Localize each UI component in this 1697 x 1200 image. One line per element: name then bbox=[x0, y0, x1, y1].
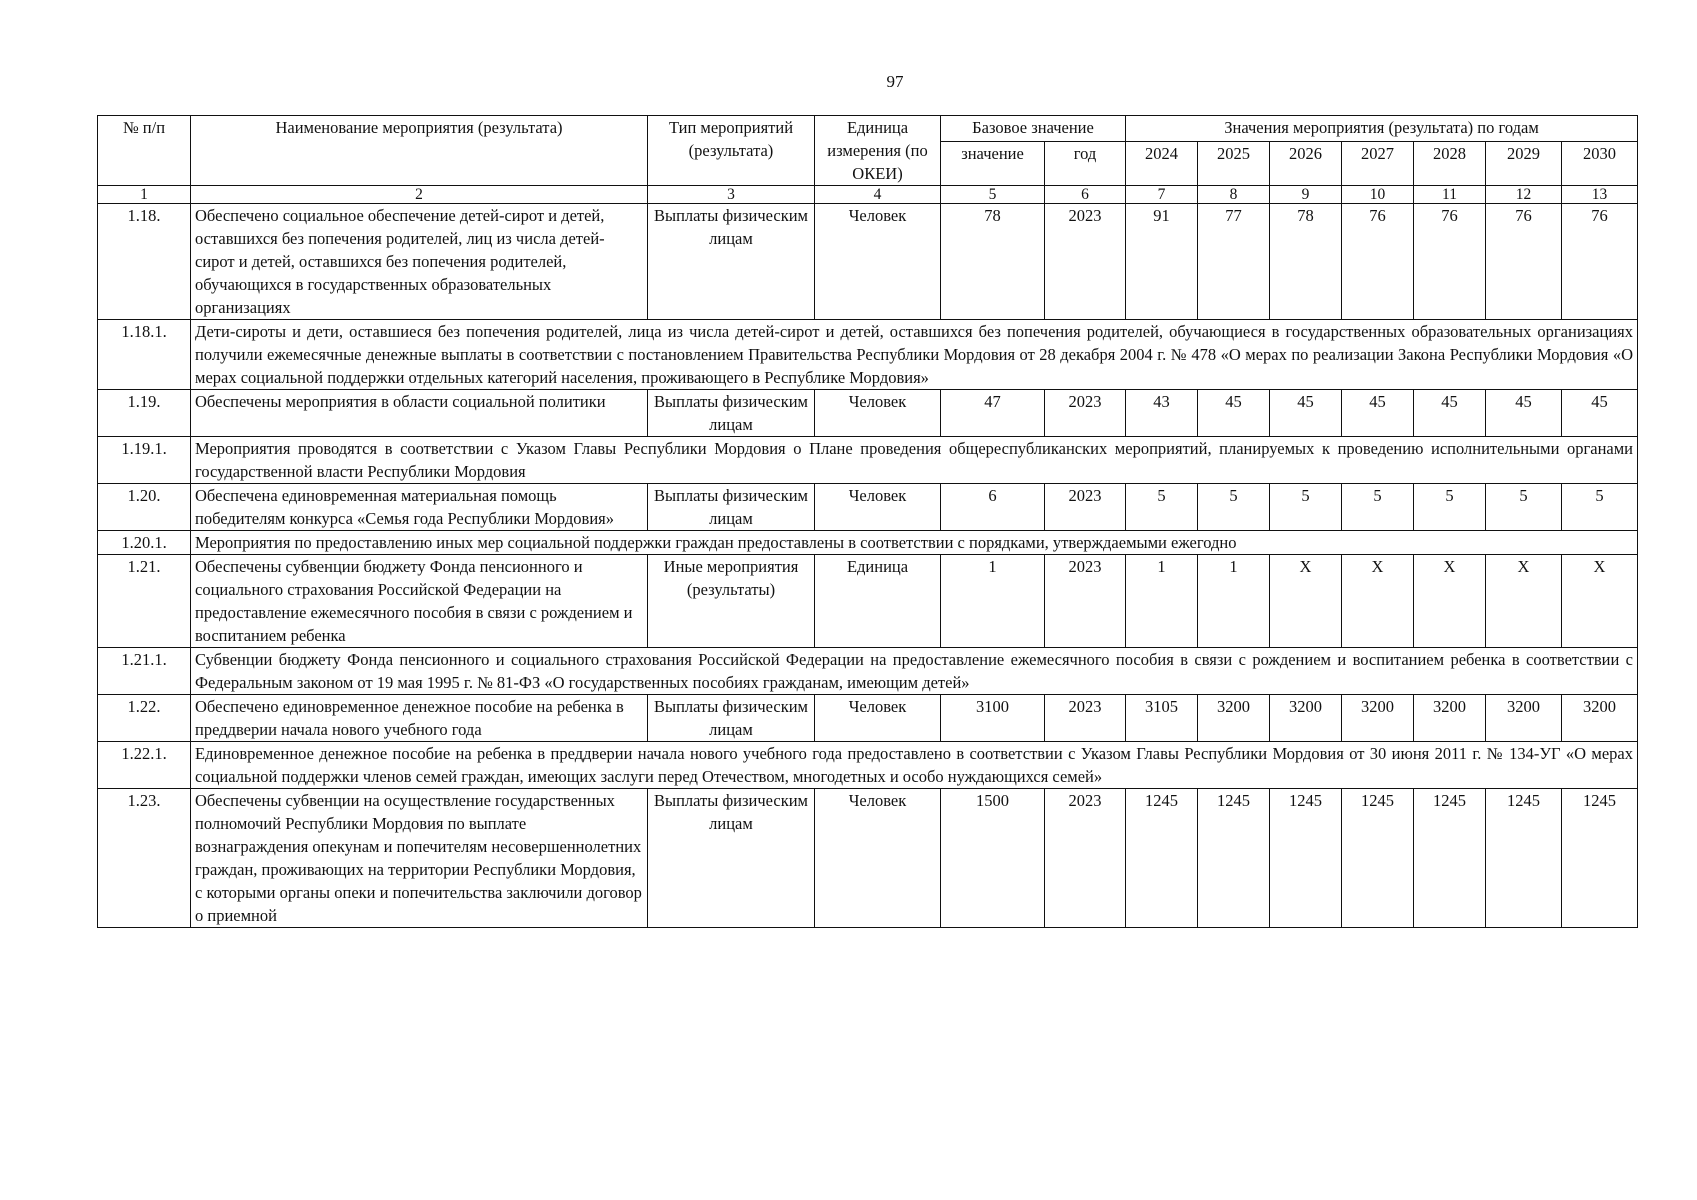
row-base-year: 2023 bbox=[1045, 484, 1126, 531]
row-year-value: 3200 bbox=[1414, 695, 1486, 742]
row-year-value: 76 bbox=[1342, 204, 1414, 320]
row-type: Выплаты физическим лицам bbox=[648, 789, 815, 928]
row-num: 1.18. bbox=[98, 204, 191, 320]
row-num: 1.19. bbox=[98, 390, 191, 437]
row-name: Обеспечено единовременное денежное пособие на ребенка в преддверии начала нового учебного года bbox=[191, 695, 648, 742]
row-year-value: 45 bbox=[1270, 390, 1342, 437]
page-number: 97 bbox=[886, 72, 904, 91]
row-year-value: Х bbox=[1270, 555, 1342, 648]
row-year-value: 5 bbox=[1562, 484, 1638, 531]
row-base-value: 6 bbox=[941, 484, 1045, 531]
row-unit: Человек bbox=[815, 204, 941, 320]
header-name: Наименование мероприятия (результата) bbox=[191, 116, 648, 186]
row-year-value: 1245 bbox=[1342, 789, 1414, 928]
row-base-value: 47 bbox=[941, 390, 1045, 437]
column-index: 2 bbox=[191, 186, 648, 204]
column-index: 10 bbox=[1342, 186, 1414, 204]
column-index: 4 bbox=[815, 186, 941, 204]
row-year-value: 3200 bbox=[1486, 695, 1562, 742]
row-year-value: 45 bbox=[1486, 390, 1562, 437]
row-type: Выплаты физическим лицам bbox=[648, 695, 815, 742]
column-index: 11 bbox=[1414, 186, 1486, 204]
header-type: Тип мероприятий (результата) bbox=[648, 116, 815, 186]
column-index: 6 bbox=[1045, 186, 1126, 204]
row-note: Субвенции бюджету Фонда пенсионного и социального страхования Российской Федерации на предоставление ежемесячного пособия в связи с рождением и воспитанием ребенка в соответствии с Федеральным законом от 19 мая 1995 г. № 81-ФЗ «О государственных пособиях гражданам, имеющим детей» bbox=[191, 648, 1638, 695]
row-num: 1.22. bbox=[98, 695, 191, 742]
header-year: 2025 bbox=[1198, 141, 1270, 185]
row-year-value: 1245 bbox=[1270, 789, 1342, 928]
row-note: Мероприятия проводятся в соответствии с Указом Главы Республики Мордовия о Плане проведения общереспубликанских мероприятий, планируемых к проведению исполнительными органами государственной власти Республики Мордовия bbox=[191, 437, 1638, 484]
row-year-value: Х bbox=[1342, 555, 1414, 648]
row-year-value: 5 bbox=[1414, 484, 1486, 531]
row-num: 1.21. bbox=[98, 555, 191, 648]
header-year: 2029 bbox=[1486, 141, 1562, 185]
header-base-year: год bbox=[1045, 141, 1126, 185]
row-num: 1.22.1. bbox=[98, 742, 191, 789]
row-year-value: 5 bbox=[1126, 484, 1198, 531]
row-year-value: 5 bbox=[1342, 484, 1414, 531]
row-name: Обеспечены субвенции бюджету Фонда пенсионного и социального страхования Российской Федерации на предоставление ежемесячного пособия в связи с рождением и воспитанием ребенка bbox=[191, 555, 648, 648]
row-year-value: 3200 bbox=[1270, 695, 1342, 742]
row-unit: Человек bbox=[815, 695, 941, 742]
row-num: 1.21.1. bbox=[98, 648, 191, 695]
row-year-value: Х bbox=[1562, 555, 1638, 648]
results-table bbox=[97, 115, 1638, 928]
row-year-value: 91 bbox=[1126, 204, 1198, 320]
row-base-value: 1500 bbox=[941, 789, 1045, 928]
row-year-value: 5 bbox=[1486, 484, 1562, 531]
row-year-value: 3200 bbox=[1342, 695, 1414, 742]
row-base-year: 2023 bbox=[1045, 390, 1126, 437]
row-year-value: 5 bbox=[1270, 484, 1342, 531]
row-unit: Человек bbox=[815, 789, 941, 928]
row-base-value: 1 bbox=[941, 555, 1045, 648]
row-year-value: 1 bbox=[1126, 555, 1198, 648]
row-year-value: 77 bbox=[1198, 204, 1270, 320]
table-note-row bbox=[98, 742, 1638, 789]
row-base-value: 78 bbox=[941, 204, 1045, 320]
row-year-value: 76 bbox=[1486, 204, 1562, 320]
column-index: 9 bbox=[1270, 186, 1342, 204]
row-type: Иные мероприятия (результаты) bbox=[648, 555, 815, 648]
row-type: Выплаты физическим лицам bbox=[648, 390, 815, 437]
table-row bbox=[98, 204, 1638, 320]
row-note: Единовременное денежное пособие на ребенка в преддверии начала нового учебного года предоставлено в соответствии с Указом Главы Республики Мордовия от 30 июня 2011 г. № 134-УГ «О мерах социальной поддержки членов семей граждан, имеющих заслуги перед Отечеством, многодетных и особо нуждающихся семей» bbox=[191, 742, 1638, 789]
row-name: Обеспечены мероприятия в области социальной политики bbox=[191, 390, 648, 437]
row-year-value: 45 bbox=[1198, 390, 1270, 437]
header-base: Базовое значение bbox=[941, 116, 1126, 142]
row-year-value: 45 bbox=[1342, 390, 1414, 437]
column-index: 5 bbox=[941, 186, 1045, 204]
row-note: Дети-сироты и дети, оставшиеся без попечения родителей, лица из числа детей-сирот и детей, оставшихся без попечения родителей, обучающиеся в государственных образовательных организациях получили ежемесячные денежные выплаты в соответствии с постановлением Правительства Республики Мордовия от 28 декабря 2004 г. № 478 «О мерах по реализации Закона Республики Мордовия «О мерах социальной поддержки отдельных категорий населения, проживающего в Республике Мордовия» bbox=[191, 320, 1638, 390]
row-name: Обеспечена единовременная материальная помощь победителям конкурса «Семья года Республики Мордовия» bbox=[191, 484, 648, 531]
header-year: 2030 bbox=[1562, 141, 1638, 185]
row-num: 1.20.1. bbox=[98, 531, 191, 555]
header-year: 2024 bbox=[1126, 141, 1198, 185]
header-years-title: Значения мероприятия (результата) по годам bbox=[1126, 116, 1638, 142]
row-note: Мероприятия по предоставлению иных мер социальной поддержки граждан предоставлены в соответствии с порядками, утверждаемыми ежегодно bbox=[191, 531, 1638, 555]
header-year: 2028 bbox=[1414, 141, 1486, 185]
row-year-value: 76 bbox=[1562, 204, 1638, 320]
row-unit: Единица bbox=[815, 555, 941, 648]
header-num: № п/п bbox=[98, 116, 191, 186]
header-year: 2027 bbox=[1342, 141, 1414, 185]
row-num: 1.19.1. bbox=[98, 437, 191, 484]
header-base-value: значение bbox=[941, 141, 1045, 185]
table-row bbox=[98, 390, 1638, 437]
row-type: Выплаты физическим лицам bbox=[648, 204, 815, 320]
row-year-value: 45 bbox=[1562, 390, 1638, 437]
column-index: 12 bbox=[1486, 186, 1562, 204]
column-index: 1 bbox=[98, 186, 191, 204]
row-year-value: 5 bbox=[1198, 484, 1270, 531]
column-index: 3 bbox=[648, 186, 815, 204]
row-num: 1.23. bbox=[98, 789, 191, 928]
row-name: Обеспечено социальное обеспечение детей-сирот и детей, оставшихся без попечения родителей, лиц из числа детей-сирот и детей, оставшихся без попечения родителей, обучающихся в государственных образовательных организациях bbox=[191, 204, 648, 320]
row-year-value: 3200 bbox=[1198, 695, 1270, 742]
row-num: 1.18.1. bbox=[98, 320, 191, 390]
row-year-value: 1245 bbox=[1126, 789, 1198, 928]
row-num: 1.20. bbox=[98, 484, 191, 531]
table-note-row bbox=[98, 648, 1638, 695]
row-year-value: 43 bbox=[1126, 390, 1198, 437]
row-year-value: 45 bbox=[1414, 390, 1486, 437]
row-year-value: 78 bbox=[1270, 204, 1342, 320]
table-note-row bbox=[98, 320, 1638, 390]
row-base-year: 2023 bbox=[1045, 695, 1126, 742]
header-unit: Единица измерения (по ОКЕИ) bbox=[815, 116, 941, 186]
row-year-value: 1245 bbox=[1562, 789, 1638, 928]
table-row bbox=[98, 695, 1638, 742]
row-unit: Человек bbox=[815, 484, 941, 531]
row-unit: Человек bbox=[815, 390, 941, 437]
row-year-value: 1 bbox=[1198, 555, 1270, 648]
row-base-year: 2023 bbox=[1045, 555, 1126, 648]
header-year: 2026 bbox=[1270, 141, 1342, 185]
row-year-value: Х bbox=[1414, 555, 1486, 648]
row-name: Обеспечены субвенции на осуществление государственных полномочий Республики Мордовия по выплате вознаграждения опекунам и попечителям несовершеннолетних граждан, проживающих на территории Республики Мордовия, с которыми органы опеки и попечительства заключили договор о приемной bbox=[191, 789, 648, 928]
table-row bbox=[98, 789, 1638, 928]
table-note-row bbox=[98, 437, 1638, 484]
column-index: 8 bbox=[1198, 186, 1270, 204]
row-year-value: 1245 bbox=[1198, 789, 1270, 928]
column-index: 13 bbox=[1562, 186, 1638, 204]
table-note-row bbox=[98, 531, 1638, 555]
table-row bbox=[98, 484, 1638, 531]
row-year-value: 3200 bbox=[1562, 695, 1638, 742]
row-year-value: 1245 bbox=[1486, 789, 1562, 928]
row-base-year: 2023 bbox=[1045, 789, 1126, 928]
row-base-year: 2023 bbox=[1045, 204, 1126, 320]
row-year-value: 76 bbox=[1414, 204, 1486, 320]
row-year-value: 1245 bbox=[1414, 789, 1486, 928]
row-base-value: 3100 bbox=[941, 695, 1045, 742]
row-type: Выплаты физическим лицам bbox=[648, 484, 815, 531]
row-year-value: 3105 bbox=[1126, 695, 1198, 742]
row-year-value: Х bbox=[1486, 555, 1562, 648]
column-index: 7 bbox=[1126, 186, 1198, 204]
table-row bbox=[98, 555, 1638, 648]
